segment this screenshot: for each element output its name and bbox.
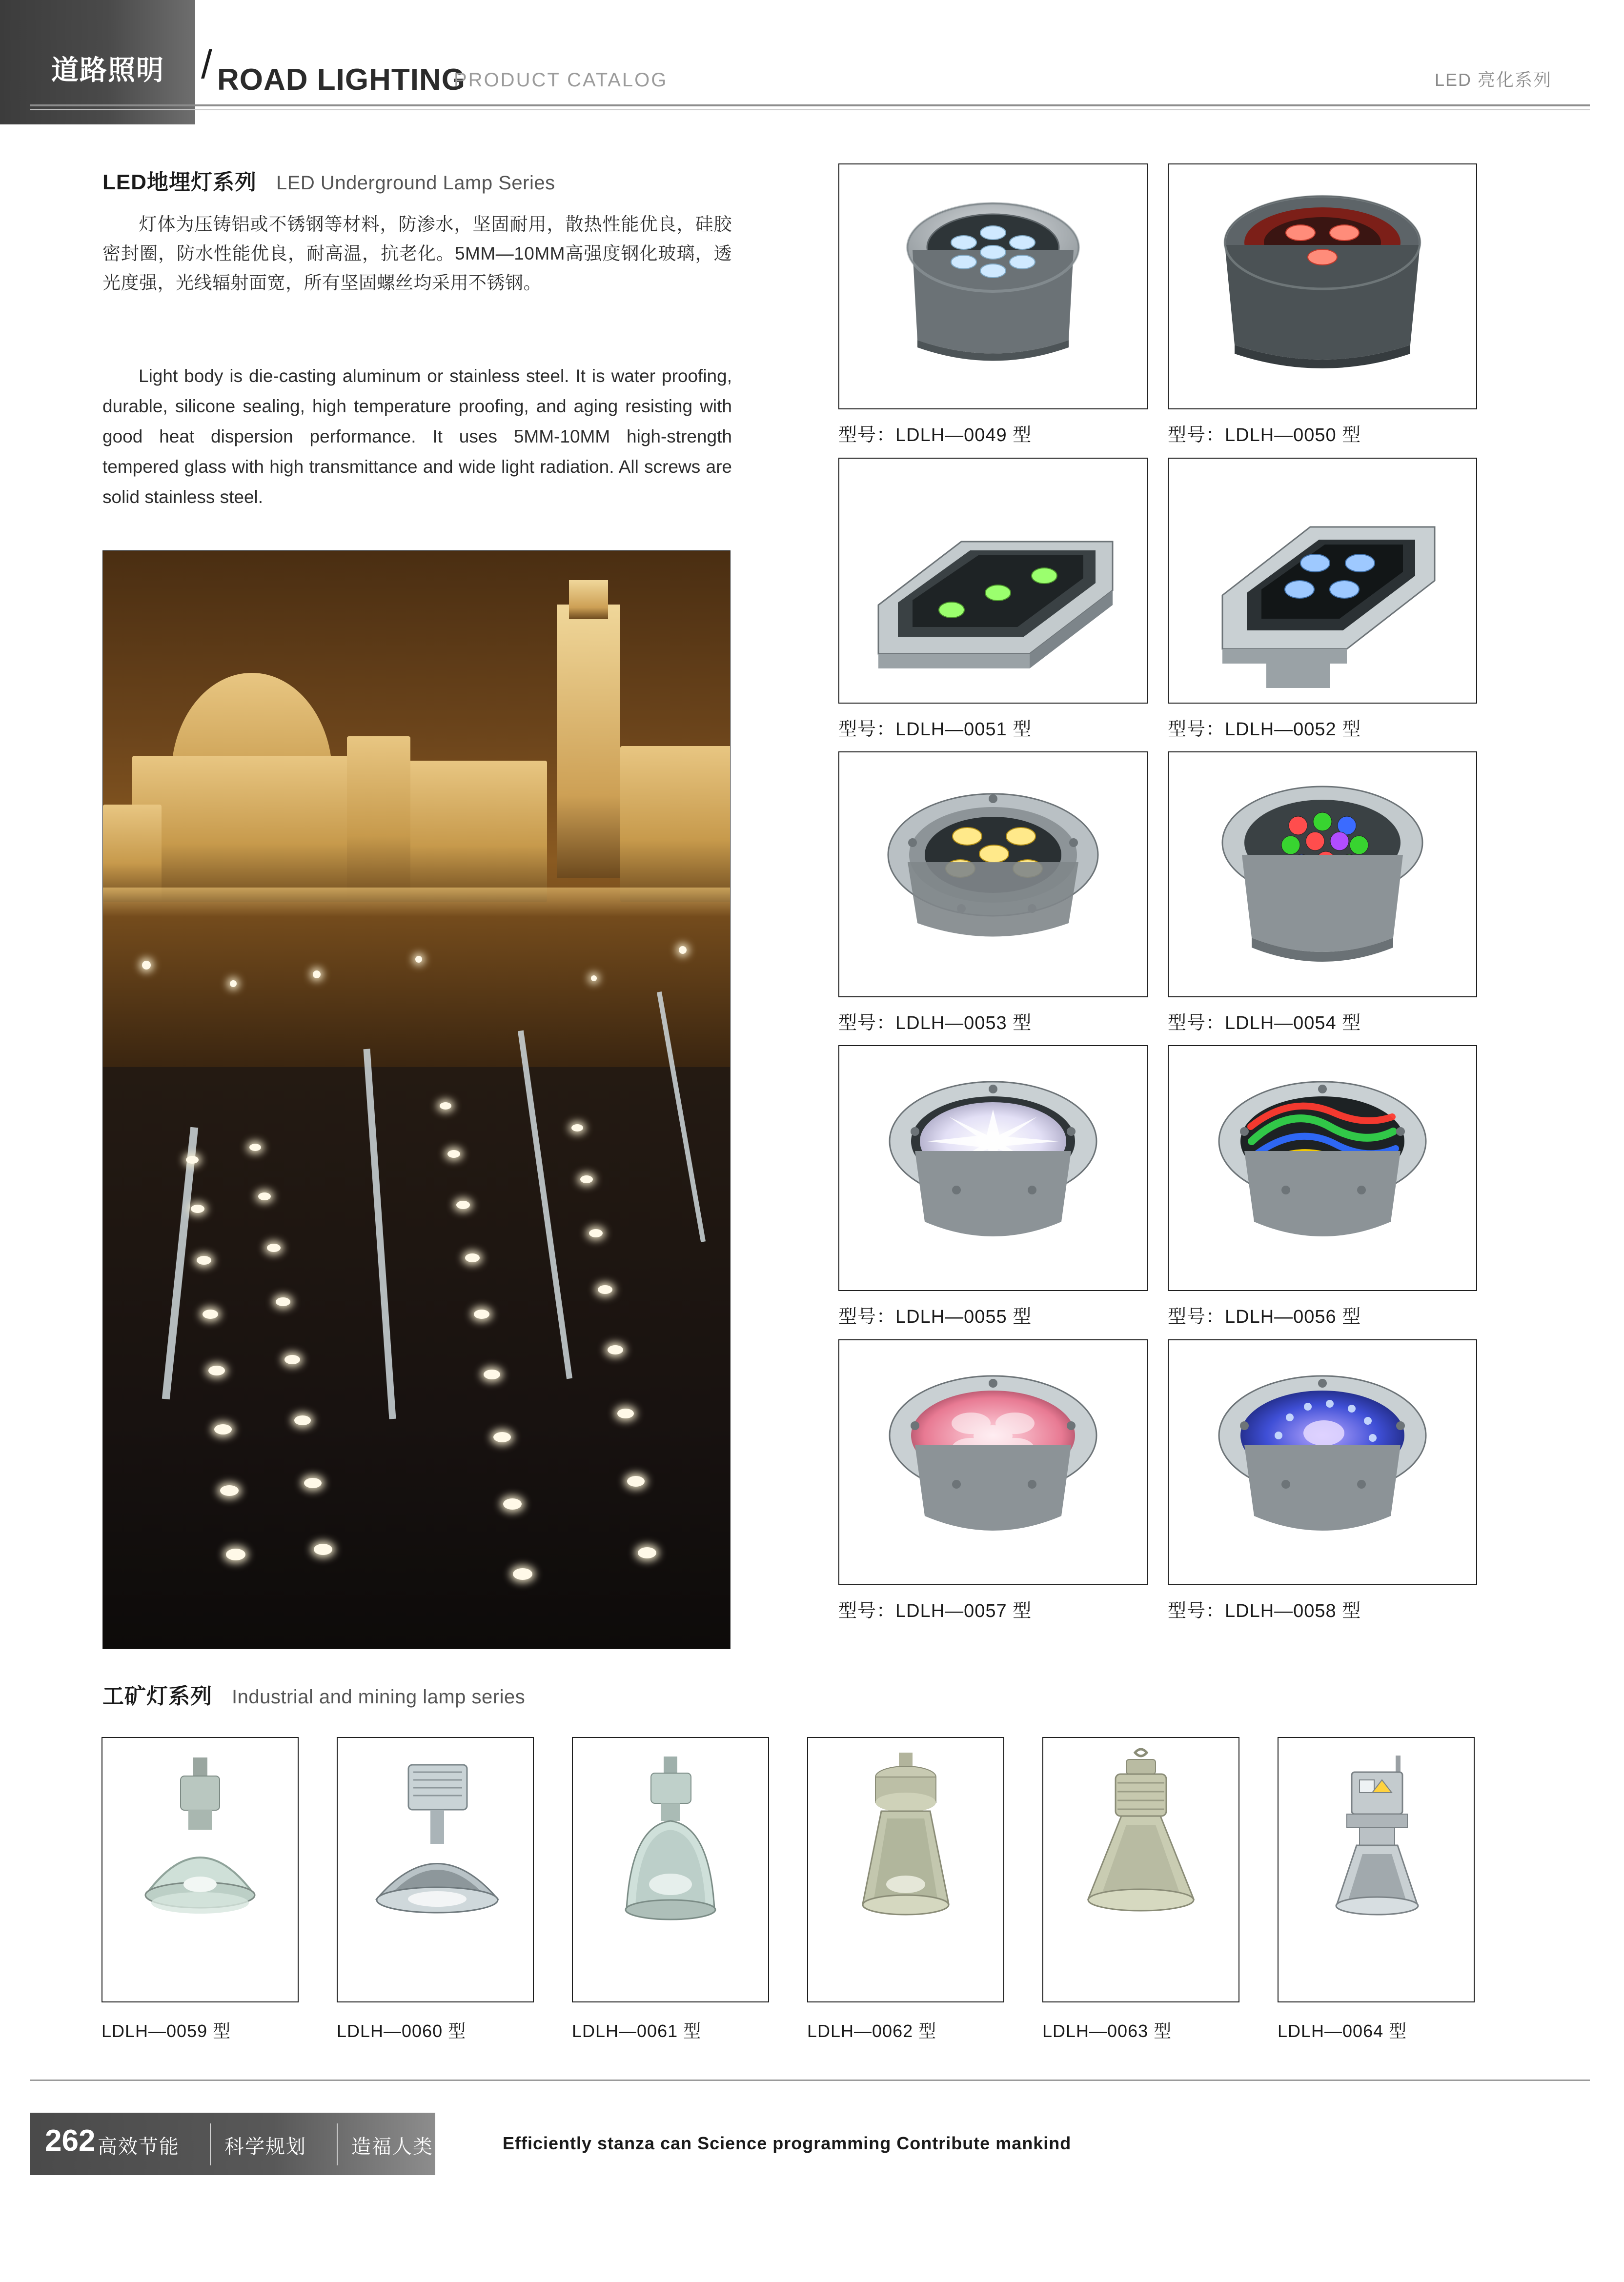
product-label-0058: 型号：LDLH—0058 型 — [1168, 1601, 1361, 1621]
section-title-mining-en: Industrial and mining lamp series — [232, 1686, 526, 1708]
description-en — [102, 361, 732, 512]
hero-ground — [103, 1067, 730, 1649]
footer-slogan-2: 科学规划 — [224, 2136, 306, 2158]
product-image-0049 — [838, 163, 1148, 409]
header-subtitle-en: PRODUCT CATALOG — [454, 69, 668, 91]
product-image-0051 — [838, 458, 1148, 704]
section-title-mining-cn: 工矿灯系列 — [102, 1684, 212, 1708]
header-rule — [30, 104, 1590, 106]
section-title-cn: LED地埋灯系列 — [102, 170, 257, 194]
section-title-en: LED Underground Lamp Series — [276, 172, 555, 194]
product-label-0051: 型号：LDLH—0051 型 — [838, 719, 1032, 740]
product-label-0061: LDLH—0061 型 — [572, 2021, 702, 2041]
product-label-0053: 型号：LDLH—0053 型 — [838, 1013, 1032, 1033]
product-label-0063: LDLH—0063 型 — [1042, 2021, 1172, 2041]
product-image-0057 — [838, 1339, 1148, 1585]
product-label-0055: 型号：LDLH—0055 型 — [838, 1307, 1032, 1327]
product-image-0061 — [572, 1737, 769, 2002]
product-label-0050: 型号：LDLH—0050 型 — [1168, 425, 1361, 445]
product-image-0064 — [1278, 1737, 1475, 2002]
product-label-0059: LDLH—0059 型 — [102, 2021, 231, 2041]
header-title-cn: 道路照明 — [51, 55, 164, 85]
hero-photo — [102, 550, 731, 1649]
product-label-0054: 型号：LDLH—0054 型 — [1168, 1013, 1361, 1033]
section-title-mining — [102, 1678, 525, 1710]
header-right-label: LED 亮化系列 — [1434, 70, 1552, 90]
header-title-en: ROAD LIGHTING — [217, 63, 466, 97]
product-label-0049: 型号：LDLH—0049 型 — [838, 425, 1032, 445]
product-label-0052: 型号：LDLH—0052 型 — [1168, 719, 1361, 740]
product-image-0063 — [1042, 1737, 1239, 2002]
section-title-underground — [102, 164, 555, 196]
product-label-0056: 型号：LDLH—0056 型 — [1168, 1307, 1361, 1327]
product-image-0052 — [1168, 458, 1477, 704]
product-image-0054 — [1168, 751, 1477, 997]
header-slash: / — [201, 42, 212, 87]
description-cn-text: 灯体为压铸铝或不锈钢等材料，防渗水，坚固耐用，散热性能优良，硅胶密封圈，防水性能优良，耐高温，抗老化。5MM—10MM高强度钢化玻璃，透光度强，光线辐射面宽，所有坚固螺丝均采用不锈钢。 — [102, 214, 732, 293]
product-label-0062: LDLH—0062 型 — [807, 2021, 937, 2041]
product-image-0060 — [337, 1737, 534, 2002]
product-image-0062 — [807, 1737, 1004, 2002]
page-number: 262 — [45, 2124, 96, 2158]
product-image-0050 — [1168, 163, 1477, 409]
product-image-0059 — [102, 1737, 299, 2002]
description-cn — [102, 210, 732, 298]
footer-slogan-en: Efficiently stanza can Science programming Contribute mankind — [503, 2133, 1072, 2153]
product-label-0057: 型号：LDLH—0057 型 — [838, 1601, 1032, 1621]
product-image-0055 — [838, 1045, 1148, 1291]
description-en-text: Light body is die-casting aluminum or stainless steel. It is water proofing, durable, silicone sealing, high temperature proofing, and aging resisting with good heat dispersion performance. It uses 5MM-10MM high-strength tempered glass with high transmittance and wide light radiation. All screws are solid stainless steel. — [102, 366, 732, 507]
product-image-0053 — [838, 751, 1148, 997]
product-label-0060: LDLH—0060 型 — [337, 2021, 467, 2041]
footer-slogan-3: 造福人类 — [351, 2136, 433, 2158]
header-rule-thin — [30, 109, 1590, 110]
product-image-0058 — [1168, 1339, 1477, 1585]
footer-slogan-1: 高效节能 — [98, 2136, 180, 2158]
product-label-0064: LDLH—0064 型 — [1278, 2021, 1407, 2041]
product-image-0056 — [1168, 1045, 1477, 1291]
page-header — [0, 0, 1624, 124]
footer-rule — [30, 2080, 1590, 2081]
